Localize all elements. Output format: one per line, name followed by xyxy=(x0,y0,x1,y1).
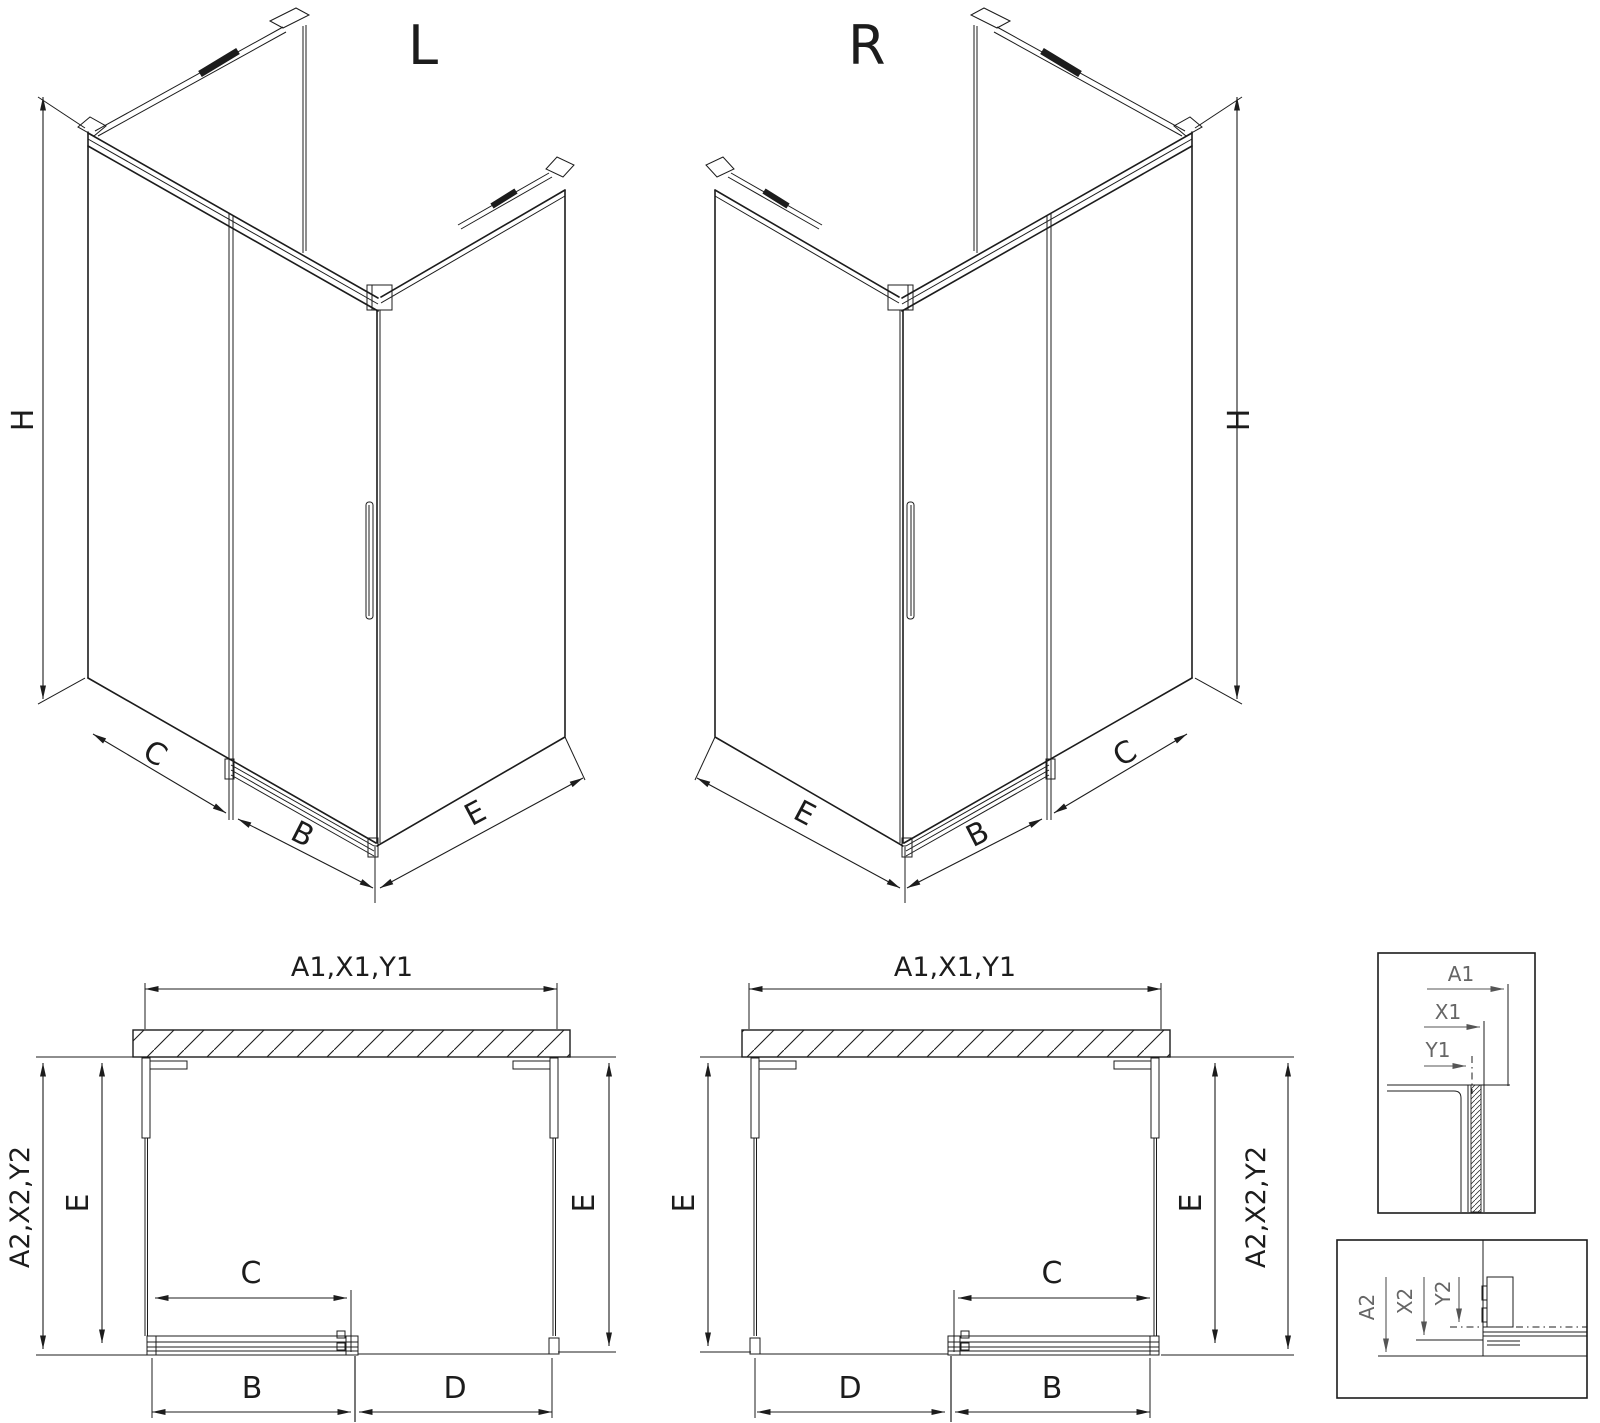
ceiling-bracket-right xyxy=(971,8,1185,253)
detail-dim-x2: X2 xyxy=(1393,1287,1417,1315)
plan-view-left xyxy=(5,952,616,1422)
door-handle-left xyxy=(366,502,373,619)
dim-label-d: D xyxy=(838,1371,862,1406)
door-track-plan-left xyxy=(147,1331,358,1355)
corner-post-left xyxy=(367,285,392,843)
dimensions-iso-right xyxy=(695,97,1257,903)
dim-label-b: B xyxy=(1041,1371,1063,1406)
dim-label-width: A1,X1,Y1 xyxy=(893,952,1017,983)
door-track-plan-right xyxy=(948,1331,1159,1355)
detail-dim-a2: A2 xyxy=(1355,1293,1379,1321)
variant-label-left: L xyxy=(408,14,439,77)
wall-section xyxy=(742,1030,1170,1057)
front-glass-panels-right xyxy=(904,132,1192,843)
detail-dim-y2: Y2 xyxy=(1431,1280,1455,1306)
dim-label-b: B xyxy=(241,1371,263,1406)
dimensions-iso-left xyxy=(6,97,585,903)
detail-track-section xyxy=(1450,1277,1587,1345)
side-glass-left xyxy=(377,190,565,846)
detail-dim-x1: X1 xyxy=(1434,1000,1462,1024)
door-handle-right xyxy=(907,502,914,619)
dim-label-height-left: H xyxy=(6,408,41,432)
isometric-view-left xyxy=(6,8,585,903)
isometric-view-right xyxy=(695,8,1257,903)
dim-label-e-right: E xyxy=(1174,1193,1209,1213)
dim-label-c: C xyxy=(1041,1256,1063,1291)
dim-label-side-right: E xyxy=(787,793,822,834)
front-glass-panels-left xyxy=(88,132,376,843)
dim-label-width: A1,X1,Y1 xyxy=(290,952,414,983)
dim-label-door-right: B xyxy=(960,814,995,855)
detail-view-top-profile xyxy=(1378,953,1535,1213)
dim-label-depth: A2,X2,Y2 xyxy=(5,1145,36,1269)
side-glass-right xyxy=(715,190,903,846)
wall-section xyxy=(133,1030,570,1057)
dim-label-depth: A2,X2,Y2 xyxy=(1241,1145,1272,1269)
dim-label-door-left: B xyxy=(285,814,320,855)
dim-label-height-right: H xyxy=(1222,408,1257,432)
variant-label-right: R xyxy=(848,14,886,77)
plan-view-right xyxy=(667,952,1294,1422)
dim-label-c: C xyxy=(240,1256,262,1291)
corner-post-right xyxy=(888,285,913,843)
dim-label-side-left: E xyxy=(458,793,493,834)
detail-view-bottom-track xyxy=(1337,1240,1587,1398)
dim-label-fixed-left: C xyxy=(136,733,173,775)
dim-label-e-left: E xyxy=(61,1193,96,1213)
detail-profile-section xyxy=(1387,1085,1510,1212)
ceiling-bracket-left xyxy=(95,8,309,253)
dim-label-fixed-right: C xyxy=(1107,733,1144,775)
dim-label-e-right: E xyxy=(567,1193,602,1213)
detail-dim-y1: Y1 xyxy=(1425,1038,1451,1062)
dim-label-d: D xyxy=(443,1371,467,1406)
detail-dim-a1: A1 xyxy=(1447,962,1475,986)
dim-label-e-left: E xyxy=(667,1193,702,1213)
